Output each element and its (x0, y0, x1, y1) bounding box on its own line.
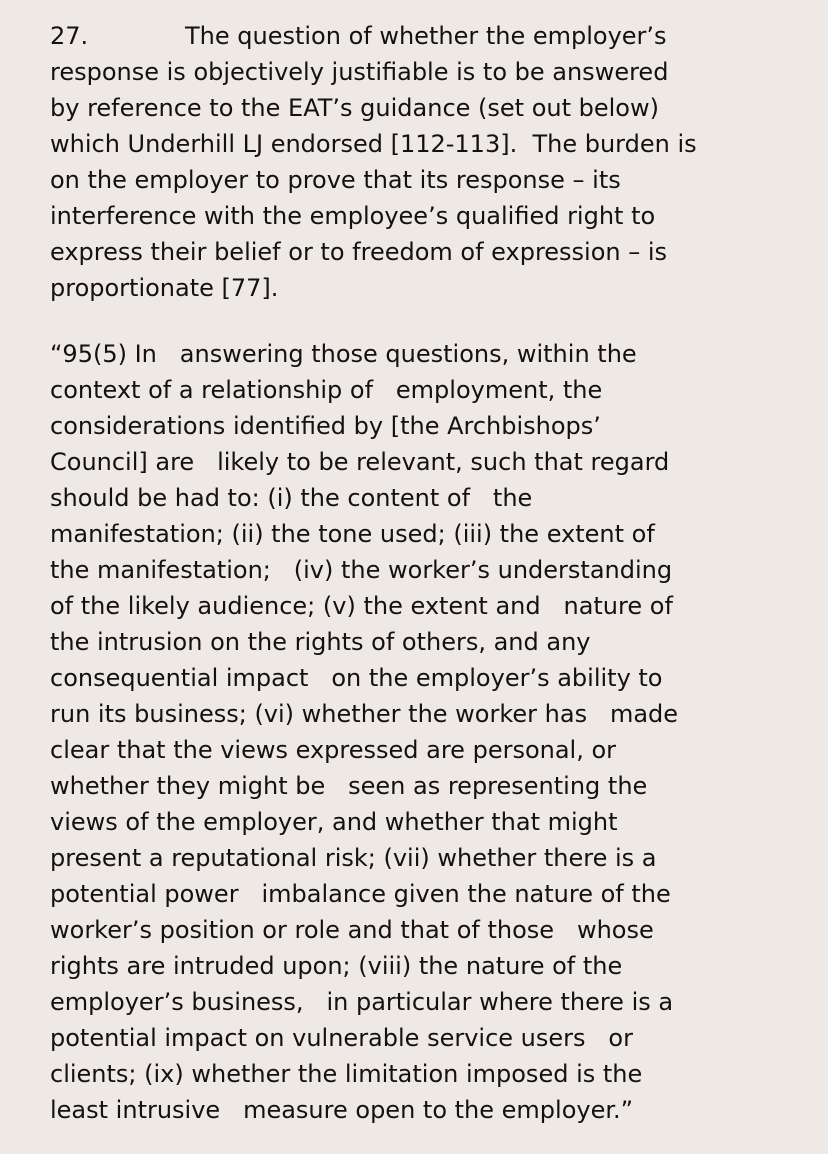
quote-line: views of the employer, and whether that might (50, 808, 618, 836)
quote-line: considerations identified by [the Archbishops’ (50, 412, 601, 440)
paragraph-line: interference with the employee’s qualified right to (50, 202, 656, 230)
quote-line: Council] are likely to be relevant, such that regard (50, 448, 670, 476)
quote-line: clear that the views expressed are personal, or (50, 736, 617, 764)
paragraph-number: 27. (50, 22, 89, 50)
quote-line: context of a relationship of employment, the (50, 376, 603, 404)
quote-line: should be had to: (i) the content of the (50, 484, 533, 512)
quote-line: worker’s position or role and that of those whose (50, 916, 654, 944)
quote-line: consequential impact on the employer’s ability to (50, 664, 663, 692)
quote-line: the manifestation; (iv) the worker’s understanding (50, 556, 673, 584)
quote-line: whether they might be seen as representing the (50, 772, 648, 800)
quote-line: of the likely audience; (v) the extent and nature of (50, 592, 673, 620)
quote-line: potential power imbalance given the nature of the (50, 880, 671, 908)
paragraph-line: which Underhill LJ endorsed [112-113]. The burden is (50, 130, 697, 158)
judgment-document (50, 18, 790, 1128)
quote-line: “95(5) In answering those questions, within the (50, 340, 637, 368)
quote-line: potential impact on vulnerable service users or (50, 1024, 633, 1052)
quote-line: employer’s business, in particular where there is a (50, 988, 674, 1016)
quote-line: least intrusive measure open to the employer.” (50, 1096, 634, 1124)
quote-line: manifestation; (ii) the tone used; (iii) the extent of (50, 520, 655, 548)
paragraph-line (50, 18, 790, 54)
paragraph-line: on the employer to prove that its response – its (50, 166, 621, 194)
quote-line: rights are intruded upon; (viii) the nature of the (50, 952, 623, 980)
paragraph-line: proportionate [77]. (50, 274, 279, 302)
paragraph-line: response is objectively justifiable is to be answered (50, 58, 669, 86)
quote-line: run its business; (vi) whether the worker has made (50, 700, 679, 728)
paragraph-line: express their belief or to freedom of expression – is (50, 238, 668, 266)
paragraph-line: by reference to the EAT’s guidance (set out below) (50, 94, 659, 122)
quote-line: the intrusion on the rights of others, and any (50, 628, 591, 656)
eat-guidance-quotation (50, 336, 790, 1128)
quote-line: present a reputational risk; (vii) whether there is a (50, 844, 657, 872)
paragraph-text: The question of whether the employer’s (185, 22, 667, 50)
paragraph-spacer (50, 306, 790, 336)
quote-line: clients; (ix) whether the limitation imposed is the (50, 1060, 643, 1088)
paragraph-27 (50, 18, 790, 306)
